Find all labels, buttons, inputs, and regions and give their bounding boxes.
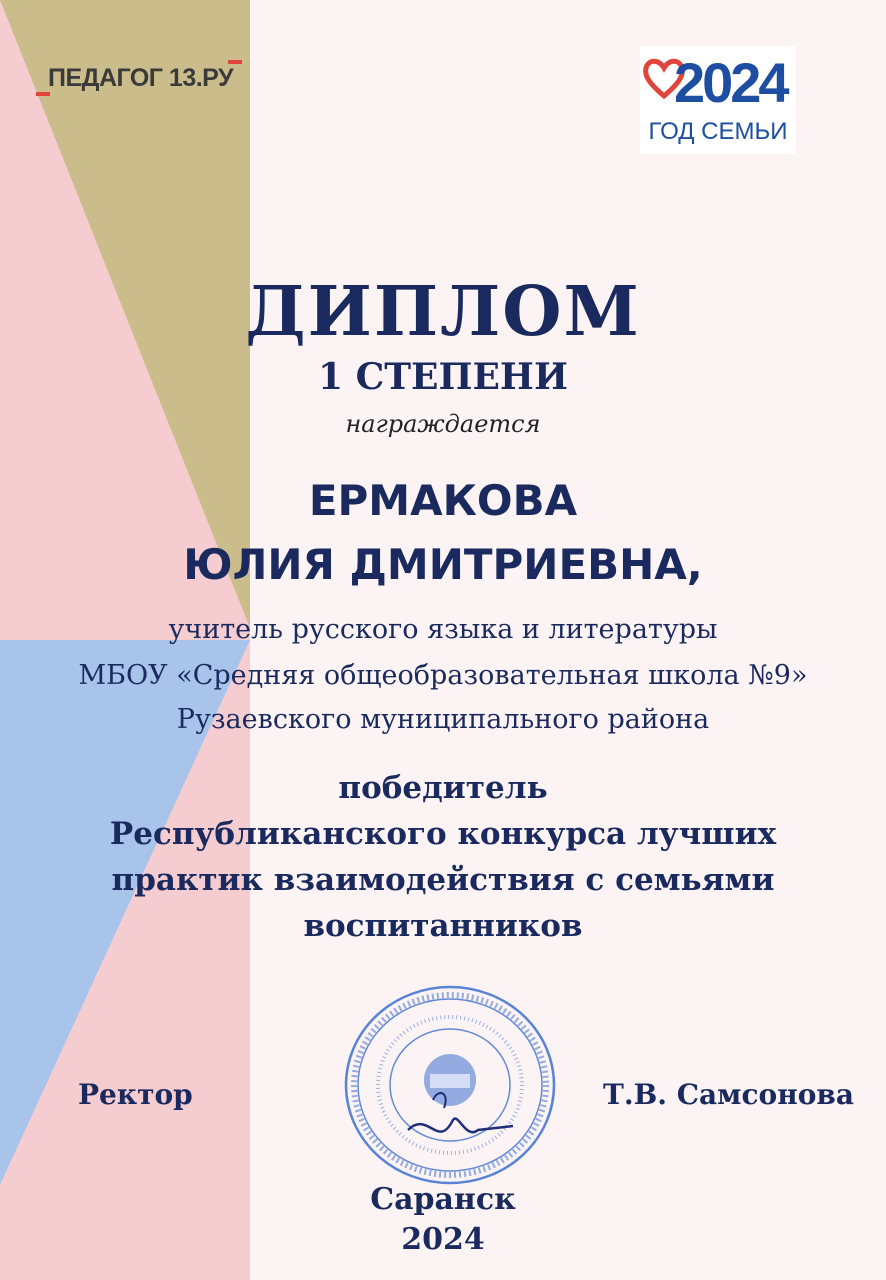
recipient-position: учитель русского языка и литературы — [168, 614, 718, 645]
recipient-school: МБОУ «Средняя общеобразовательная школа №9» — [78, 660, 808, 691]
logo-year: 2024 — [674, 51, 787, 114]
city: Саранск — [370, 1182, 516, 1217]
diploma-degree: 1 СТЕПЕНИ — [318, 356, 568, 398]
diploma-title: ДИПЛОМ — [245, 272, 641, 352]
rector-label: Ректор — [78, 1078, 193, 1111]
logo-accent-bar — [228, 60, 242, 64]
awarded-label: награждается — [345, 410, 541, 438]
recipient-surname: ЕРМАКОВА — [308, 476, 578, 525]
recipient-district: Рузаевского муниципального района — [176, 704, 710, 735]
recipient-name: ЮЛИЯ ДМИТРИЕВНА, — [183, 540, 703, 589]
achievement-line: практик взаимодействия с семьями — [111, 862, 775, 898]
issue-year: 2024 — [401, 1222, 485, 1257]
pedagog13-logo — [36, 60, 246, 102]
achievement-line: победитель — [338, 770, 548, 806]
signer-name: Т.В. Самсонова — [603, 1078, 854, 1111]
year-of-family-logo — [640, 46, 796, 154]
logo-caption: ГОД СЕМЬИ — [648, 118, 788, 145]
pedagog13-logo-text: ПЕДАГОГ 13.РУ — [48, 64, 234, 92]
official-stamp — [338, 980, 562, 1190]
achievement-line: воспитанников — [303, 908, 583, 944]
achievement-line: Республиканского конкурса лучших — [109, 816, 777, 852]
